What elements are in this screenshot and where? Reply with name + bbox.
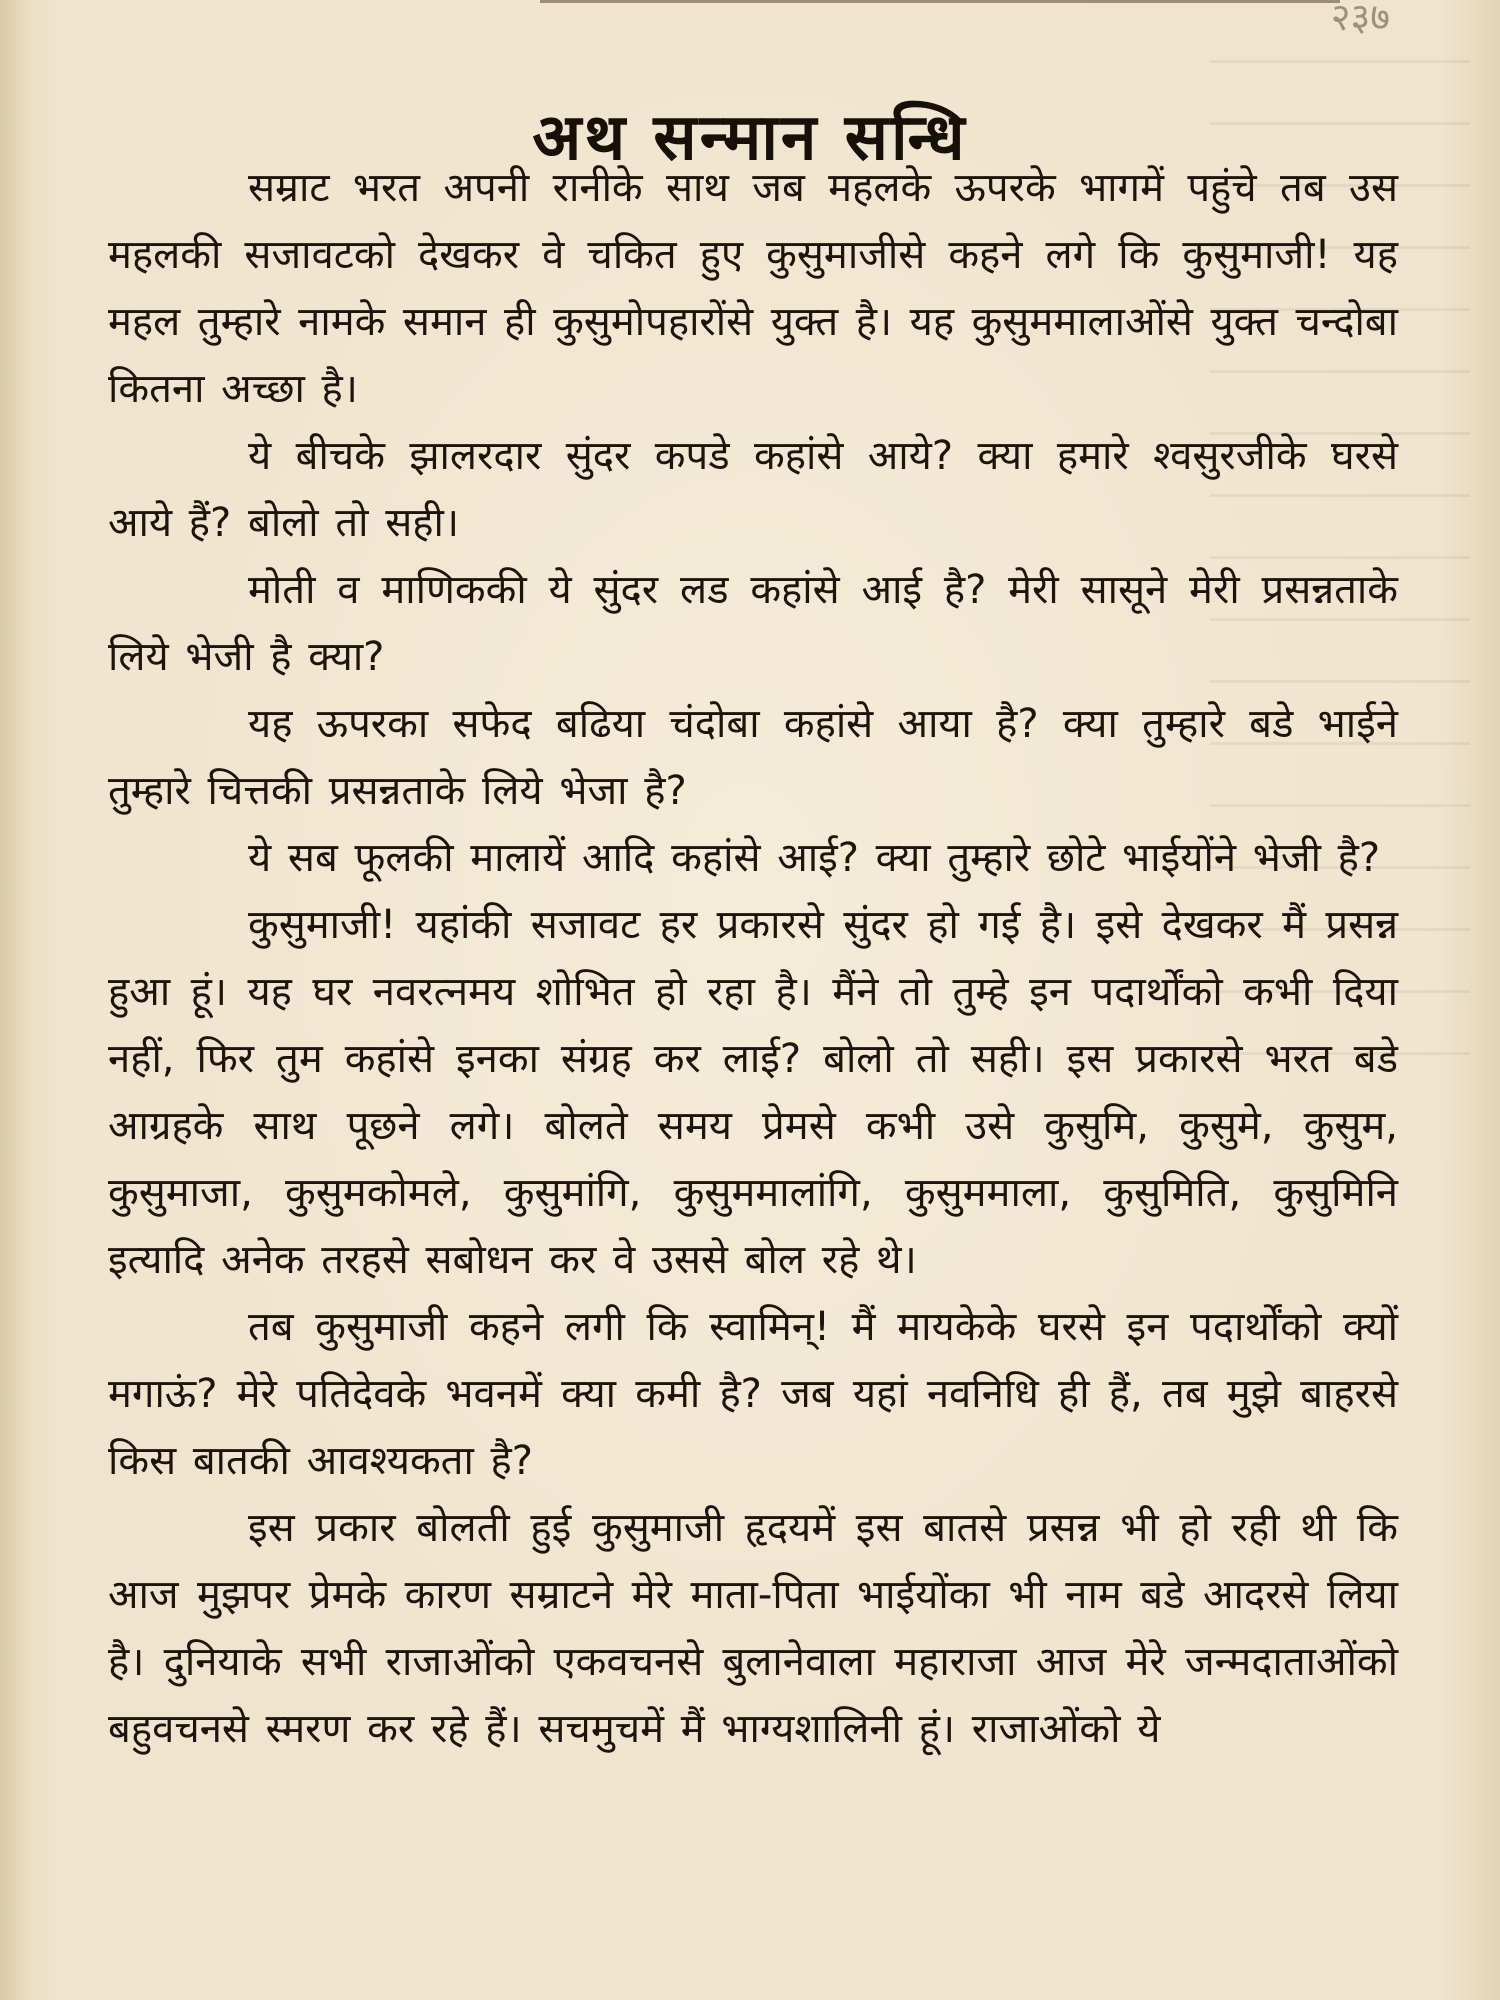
paragraph: मोती व माणिककी ये सुंदर लड कहांसे आई है? मेरी सासूने मेरी प्रसन्नताके लिये भेजी है क्या? (108, 567, 1398, 680)
paragraph: ये सब फूलकी मालायें आदि कहांसे आई? क्या तुम्हारे छोटे भाईयोंने भेजी है? (248, 835, 1381, 881)
chapter-title: अथ सन्मान सन्धि (532, 100, 968, 175)
running-head-rule (540, 0, 1340, 25)
page-number: २३७ (1330, 0, 1390, 39)
paragraph: इस प्रकार बोलती हुई कुसुमाजी हृदयमें इस बातसे प्रसन्न भी हो रही थी कि आज मुझपर प्रेमके कारण सम्राटने मेरे माता-पिता भाईयोंका भी नाम बडे आदरसे लिया है। दुनियाके सभी राजाओंको एकवचनसे बुलानेवाला महाराजा आज मेरे जन्मदाताओंको बहुवचनसे स्मरण कर रहे हैं। सचमुचमें मैं भाग्यशालिनी हूं। राजाओंको ये (108, 1505, 1398, 1752)
paragraph: सम्राट भरत अपनी रानीके साथ जब महलके ऊपरके भागमें पहुंचे तब उस महलकी सजावटको देखकर वे चकित हुए कुसुमाजीसे कहने लगे कि कुसुमाजी! यह महल तुम्हारे नामके समान ही कुसुमोपहारोंसे युक्त है। यह कुसुममालाओंसे युक्त चन्दोबा कितना अच्छा है। (108, 165, 1398, 412)
paragraph: कुसुमाजी! यहांकी सजावट हर प्रकारसे सुंदर हो गई है। इसे देखकर मैं प्रसन्न हुआ हूं। यह घर नवरत्नमय शोभित हो रहा है। मैंने तो तुम्हे इन पदार्थोंको कभी दिया नहीं, फिर तुम कहांसे इनका संग्रह कर लाई? बोलो तो सही। इस प्रकारसे भरत बडे आग्रहके साथ पूछने लगे। बोलते समय प्रेमसे कभी उसे कुसुमि, कुसुमे, कुसुम, कुसुमाजा, कुसुमकोमले, कुसुमांगि, कुसुममालांगि, कुसुममाला, कुसुमिति, कुसुमिनि इत्यादि अनेक तरहसे सबोधन कर वे उससे बोल रहे थे। (108, 902, 1398, 1283)
paragraph: तब कुसुमाजी कहने लगी कि स्वामिन्! मैं मायकेके घरसे इन पदार्थोंको क्यों मगाऊं? मेरे पतिदेवके भवनमें क्या कमी है? जब यहां नवनिधि ही हैं, तब मुझे बाहरसे किस बातकी आवश्यकता है? (108, 1304, 1398, 1484)
body-text (108, 155, 1398, 1763)
paragraph: ये बीचके झालरदार सुंदर कपडे कहांसे आये? क्या हमारे श्वसुरजीके घरसे आये हैं? बोलो तो सही। (108, 433, 1398, 546)
paragraph: यह ऊपरका सफेद बढिया चंदोबा कहांसे आया है? क्या तुम्हारे बडे भाईने तुम्हारे चित्तकी प्रसन्नताके लिये भेजा है? (108, 701, 1398, 814)
